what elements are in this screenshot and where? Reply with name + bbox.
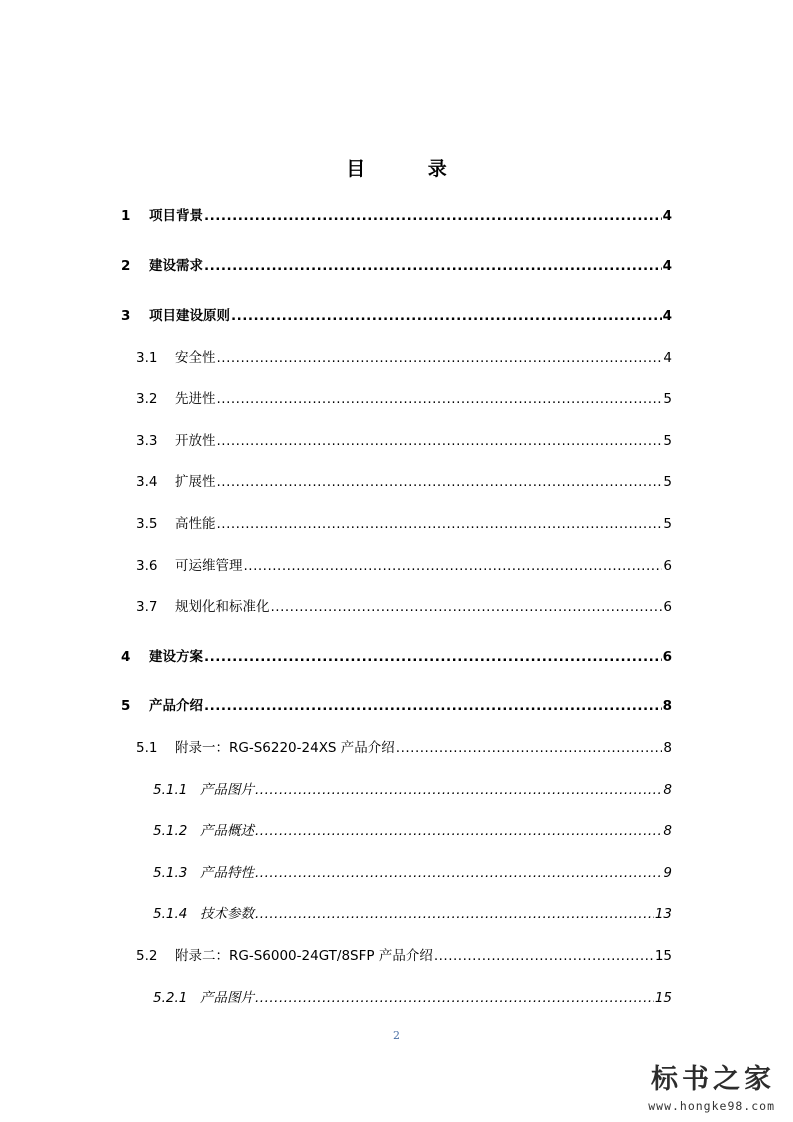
- toc-title: 目 录: [346, 158, 475, 180]
- toc-leader: [396, 739, 663, 757]
- toc-entry-text: 先进性: [175, 391, 216, 407]
- toc-entry-number: 5.1.1: [153, 782, 188, 798]
- toc-entry[interactable]: [153, 822, 672, 840]
- toc-entry[interactable]: [136, 598, 672, 616]
- toc-entry-page: 5: [663, 516, 672, 532]
- watermark-title: 标书之家: [651, 1064, 775, 1095]
- toc-entry-page: 15: [654, 990, 672, 1006]
- toc-entry-text: 产品图片: [200, 782, 254, 798]
- toc-entry[interactable]: [121, 257, 672, 275]
- toc-entry[interactable]: [121, 648, 672, 666]
- toc-entry-text: 项目背景: [149, 208, 203, 224]
- toc-entry[interactable]: [136, 947, 672, 965]
- toc-entry-page: 5: [663, 433, 672, 449]
- page-number: 2: [393, 1029, 400, 1042]
- toc-entry-text: 附录二：RG-S6000-24GT/8SFP 产品介绍: [175, 948, 433, 964]
- toc-entry-number: 5: [121, 698, 131, 714]
- toc-entry-number: 3.1: [136, 350, 158, 366]
- toc-entry-page: 13: [654, 906, 672, 922]
- toc-entry[interactable]: [136, 390, 672, 408]
- toc-entry-number: 5.2.1: [153, 990, 188, 1006]
- toc-entry-page: 5: [663, 474, 672, 490]
- toc-entry-text: 建设需求: [149, 258, 203, 274]
- toc-entry-page: 4: [662, 308, 672, 324]
- toc-entry-text: 产品介绍: [149, 698, 203, 714]
- toc-leader: [434, 947, 654, 965]
- toc-entry-text: 项目建设原则: [149, 308, 230, 324]
- toc-leader: [217, 515, 663, 533]
- toc-leader: [231, 307, 662, 325]
- toc-entry-number: 3.3: [136, 433, 158, 449]
- toc-leader: [255, 989, 654, 1007]
- toc-entry-text: 技术参数: [200, 906, 254, 922]
- toc-leader: [255, 822, 662, 840]
- toc-entry-page: 15: [654, 948, 672, 964]
- toc-entry-number: 3.2: [136, 391, 158, 407]
- toc-entry[interactable]: [153, 864, 672, 882]
- toc-entry-page: 4: [662, 208, 672, 224]
- toc-leader: [217, 349, 663, 367]
- toc-entry-number: 2: [121, 258, 131, 274]
- toc-entry-number: 3.7: [136, 599, 158, 615]
- toc-entry-number: 3.6: [136, 558, 158, 574]
- toc-entry[interactable]: [136, 739, 672, 757]
- toc-entry-number: 3.5: [136, 516, 158, 532]
- toc-entry[interactable]: [136, 473, 672, 491]
- toc-entry-text: 建设方案: [149, 649, 203, 665]
- toc-entry[interactable]: [121, 307, 672, 325]
- toc-entry-text: 可运维管理: [175, 558, 243, 574]
- toc-entry[interactable]: [153, 781, 672, 799]
- toc-leader: [255, 905, 654, 923]
- toc-entry[interactable]: [153, 905, 672, 923]
- toc-entry-number: 5.1.4: [153, 906, 188, 922]
- toc-entry-text: 高性能: [175, 516, 216, 532]
- toc-leader: [217, 390, 663, 408]
- toc-entry-page: 8: [663, 782, 672, 798]
- toc-entry-page: 4: [663, 350, 672, 366]
- toc-leader: [204, 207, 662, 225]
- toc-leader: [204, 257, 662, 275]
- toc-leader: [271, 598, 663, 616]
- toc-entry-text: 产品图片: [200, 990, 254, 1006]
- toc-entry-page: 8: [663, 740, 672, 756]
- toc-entry-page: 8: [662, 698, 672, 714]
- toc-leader: [204, 648, 662, 666]
- toc-entry-number: 5.1.2: [153, 823, 188, 839]
- toc-entry-text: 扩展性: [175, 474, 216, 490]
- toc-leader: [255, 864, 662, 882]
- watermark-logo: [648, 1064, 775, 1114]
- toc-leader: [255, 781, 662, 799]
- watermark-url: www.hongke98.com: [648, 1099, 775, 1113]
- toc-entry-text: 附录一：RG-S6220-24XS 产品介绍: [175, 740, 395, 756]
- toc-entry-number: 3: [121, 308, 131, 324]
- toc-entry-text: 产品概述: [200, 823, 254, 839]
- toc-entry[interactable]: [136, 432, 672, 450]
- toc-leader: [217, 473, 663, 491]
- toc-leader: [244, 557, 663, 575]
- toc-entry-text: 产品特性: [200, 865, 254, 881]
- toc-entry-page: 6: [663, 599, 672, 615]
- toc-entry-number: 5.1.3: [153, 865, 188, 881]
- toc-entry-text: 开放性: [175, 433, 216, 449]
- toc-entry-page: 4: [662, 258, 672, 274]
- toc-entry-number: 5.1: [136, 740, 158, 756]
- toc-entry[interactable]: [153, 989, 672, 1007]
- toc-entry-page: 8: [663, 823, 672, 839]
- toc-entry[interactable]: [136, 557, 672, 575]
- toc-entry[interactable]: [136, 349, 672, 367]
- toc-entry-number: 4: [121, 649, 131, 665]
- toc-entry-number: 1: [121, 208, 131, 224]
- toc-entry-text: 规划化和标准化: [175, 599, 270, 615]
- toc-entry-page: 6: [662, 649, 672, 665]
- toc-entry-number: 3.4: [136, 474, 158, 490]
- toc-entry-text: 安全性: [175, 350, 216, 366]
- toc-entry[interactable]: [121, 207, 672, 225]
- toc-entry-number: 5.2: [136, 948, 158, 964]
- toc-leader: [217, 432, 663, 450]
- toc-entry[interactable]: [121, 697, 672, 715]
- toc-entry-page: 5: [663, 391, 672, 407]
- toc-entry-page: 6: [663, 558, 672, 574]
- toc-entry-page: 9: [663, 865, 672, 881]
- toc-entry[interactable]: [136, 515, 672, 533]
- toc-leader: [204, 697, 662, 715]
